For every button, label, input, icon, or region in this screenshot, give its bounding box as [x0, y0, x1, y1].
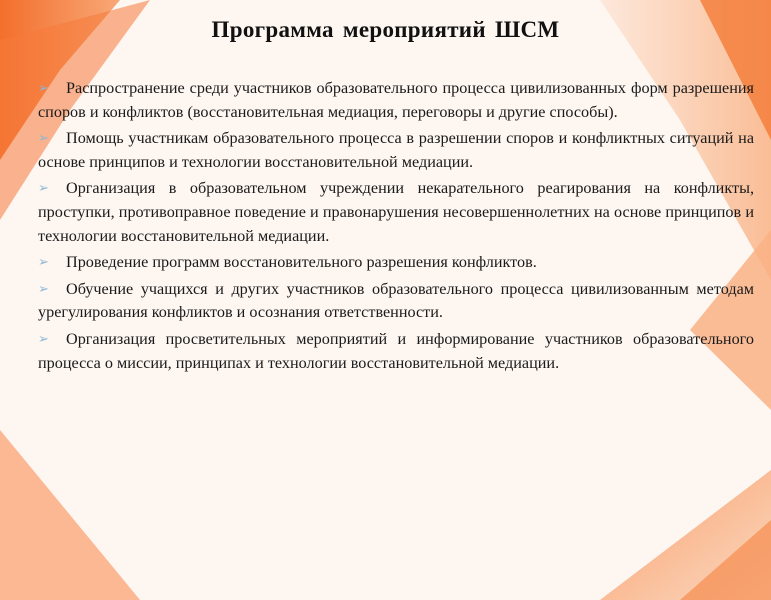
slide-title: Программа мероприятий ШСМ — [211, 17, 560, 42]
arrowhead-bullet-icon: ➢ — [38, 130, 49, 146]
list-item-text: Помощь участникам образовательного процесса в разрешении споров и конфликтных ситуаций на основе принципов и технологии восстановительной медиации. — [38, 129, 754, 171]
list-item-text: Организация просветительных мероприятий и информирование участников образовательного процесса о миссии, принципах и технологии восстановительной медиации. — [38, 329, 754, 372]
list-item-text: Проведение программ восстановительного разрешения конфликтов. — [66, 253, 537, 272]
list-item — [38, 76, 754, 124]
list-item — [38, 327, 754, 375]
arrowhead-bullet-icon: ➢ — [38, 180, 49, 196]
list-item-text: Организация в образовательном учреждении некарательного реагирования на конфликты, проступки, противоправное поведение и правонарушения несовершеннолетних на основе принципов и технологии восстановительной медиации. — [38, 179, 754, 245]
list-item — [38, 277, 754, 325]
list-item — [38, 250, 754, 275]
list-item-text: Распространение среди участников образовательного процесса цивилизованных форм разрешения споров и конфликтов (восстановительная медиация, переговоры и другие способы). — [38, 79, 754, 121]
list-item — [38, 126, 754, 174]
list-item-text: Обучение учащихся и других участников образовательного процесса цивилизованным методам урегулирования конфликтов и осознания ответственности. — [38, 279, 754, 322]
list-item — [38, 176, 754, 248]
arrowhead-bullet-icon: ➢ — [38, 280, 49, 296]
arrowhead-bullet-icon: ➢ — [38, 330, 49, 346]
arrowhead-bullet-icon: ➢ — [38, 254, 49, 270]
arrowhead-bullet-icon: ➢ — [38, 80, 49, 95]
activities-list — [38, 76, 754, 377]
